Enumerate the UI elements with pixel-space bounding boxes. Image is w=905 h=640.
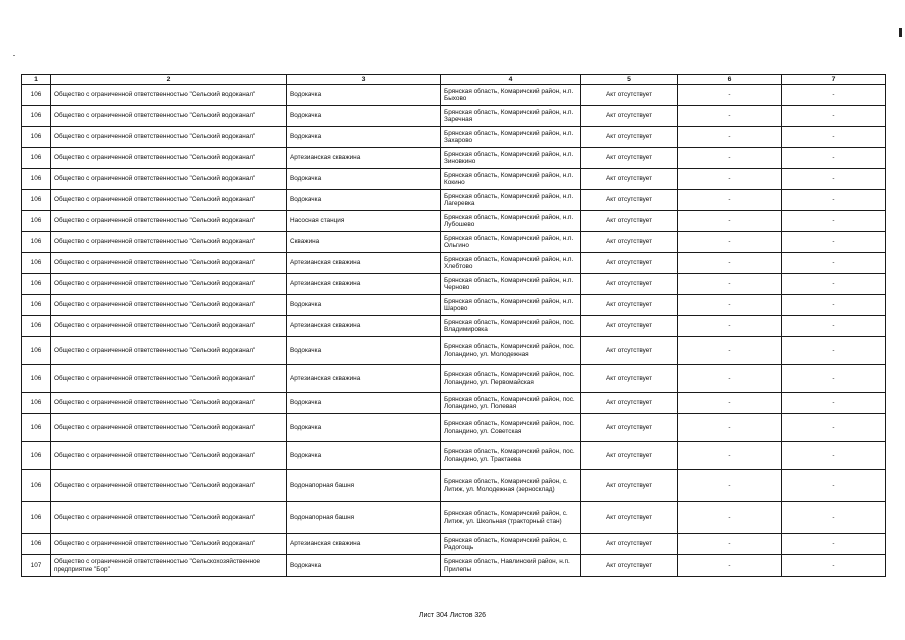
row-number: 106: [22, 502, 51, 534]
column-6-value: -: [678, 316, 782, 337]
act-status: Акт отсутствует: [581, 393, 678, 414]
column-header-4: 4: [441, 75, 581, 85]
object-type: Артезианская скважина: [287, 274, 441, 295]
column-6-value: -: [678, 393, 782, 414]
act-status: Акт отсутствует: [581, 316, 678, 337]
act-status: Акт отсутствует: [581, 442, 678, 470]
act-status: Акт отсутствует: [581, 232, 678, 253]
table-row: [22, 365, 886, 393]
organization-name: Общество с ограниченной ответственностью "Сельский водоканал": [51, 393, 287, 414]
registry-table: [21, 74, 886, 577]
organization-name: Общество с ограниченной ответственностью "Сельский водоканал": [51, 274, 287, 295]
table-row: [22, 393, 886, 414]
row-number: 106: [22, 232, 51, 253]
act-status: Акт отсутствует: [581, 470, 678, 502]
organization-name: Общество с ограниченной ответственностью "Сельскохозяйственное предприятие "Бор": [51, 555, 287, 577]
column-header-1: 1: [22, 75, 51, 85]
column-6-value: -: [678, 502, 782, 534]
column-header-3: 3: [287, 75, 441, 85]
row-number: 106: [22, 316, 51, 337]
act-status: Акт отсутствует: [581, 253, 678, 274]
object-type: Водокачка: [287, 85, 441, 106]
organization-name: Общество с ограниченной ответственностью "Сельский водоканал": [51, 106, 287, 127]
row-number: 107: [22, 555, 51, 577]
table-row: [22, 555, 886, 577]
table-row: [22, 127, 886, 148]
object-type: Артезианская скважина: [287, 365, 441, 393]
table-row: [22, 337, 886, 365]
table-row: [22, 414, 886, 442]
column-7-value: -: [782, 442, 886, 470]
column-7-value: -: [782, 274, 886, 295]
column-6-value: -: [678, 414, 782, 442]
organization-name: Общество с ограниченной ответственностью "Сельский водоканал": [51, 295, 287, 316]
act-status: Акт отсутствует: [581, 211, 678, 232]
column-6-value: -: [678, 365, 782, 393]
column-6-value: -: [678, 148, 782, 169]
column-6-value: -: [678, 85, 782, 106]
object-address: Брянская область, Комаричский район, н.п. Кокино: [441, 169, 581, 190]
object-type: Водокачка: [287, 393, 441, 414]
column-7-value: -: [782, 211, 886, 232]
object-type: Водонапорная башня: [287, 502, 441, 534]
act-status: Акт отсутствует: [581, 127, 678, 148]
column-header-7: 7: [782, 75, 886, 85]
row-number: 106: [22, 274, 51, 295]
column-7-value: -: [782, 85, 886, 106]
object-type: Водокачка: [287, 169, 441, 190]
column-6-value: -: [678, 169, 782, 190]
column-header-2: 2: [51, 75, 287, 85]
column-6-value: -: [678, 274, 782, 295]
act-status: Акт отсутствует: [581, 555, 678, 577]
column-7-value: -: [782, 106, 886, 127]
object-address: Брянская область, Комаричский район, пос. Владимировка: [441, 316, 581, 337]
object-address: Брянская область, Комаричский район, н.п. Быхово: [441, 85, 581, 106]
table-row: [22, 274, 886, 295]
column-6-value: -: [678, 442, 782, 470]
row-number: 106: [22, 337, 51, 365]
row-number: 106: [22, 190, 51, 211]
table-row: [22, 470, 886, 502]
column-7-value: -: [782, 253, 886, 274]
object-address: Брянская область, Комаричский район, пос. Лопандино, ул. Полевая: [441, 393, 581, 414]
column-7-value: -: [782, 555, 886, 577]
object-type: Водокачка: [287, 555, 441, 577]
table-row: [22, 316, 886, 337]
column-6-value: -: [678, 253, 782, 274]
column-7-value: -: [782, 232, 886, 253]
object-address: Брянская область, Комаричский район, пос. Лопандино, ул. Советская: [441, 414, 581, 442]
table-row: [22, 106, 886, 127]
object-type: Водокачка: [287, 414, 441, 442]
column-7-value: -: [782, 337, 886, 365]
object-address: Брянская область, Комаричский район, н.п. Лубошево: [441, 211, 581, 232]
scan-speck: [13, 55, 15, 56]
act-status: Акт отсутствует: [581, 190, 678, 211]
row-number: 106: [22, 470, 51, 502]
object-type: Артезианская скважина: [287, 316, 441, 337]
column-7-value: -: [782, 414, 886, 442]
row-number: 106: [22, 106, 51, 127]
organization-name: Общество с ограниченной ответственностью "Сельский водоканал": [51, 365, 287, 393]
column-7-value: -: [782, 127, 886, 148]
table-row: [22, 211, 886, 232]
act-status: Акт отсутствует: [581, 502, 678, 534]
row-number: 106: [22, 534, 51, 555]
act-status: Акт отсутствует: [581, 148, 678, 169]
column-7-value: -: [782, 190, 886, 211]
column-6-value: -: [678, 106, 782, 127]
act-status: Акт отсутствует: [581, 534, 678, 555]
row-number: 106: [22, 253, 51, 274]
organization-name: Общество с ограниченной ответственностью "Сельский водоканал": [51, 211, 287, 232]
column-7-value: -: [782, 502, 886, 534]
column-7-value: -: [782, 316, 886, 337]
column-7-value: -: [782, 534, 886, 555]
organization-name: Общество с ограниченной ответственностью "Сельский водоканал": [51, 148, 287, 169]
row-number: 106: [22, 393, 51, 414]
object-address: Брянская область, Комаричский район, н.п. Ольгино: [441, 232, 581, 253]
object-type: Артезианская скважина: [287, 148, 441, 169]
column-7-value: -: [782, 365, 886, 393]
organization-name: Общество с ограниченной ответственностью "Сельский водоканал": [51, 85, 287, 106]
row-number: 106: [22, 414, 51, 442]
object-address: Брянская область, Комаричский район, н.п. Захарово: [441, 127, 581, 148]
object-address: Брянская область, Комаричский район, н.п. Зиновкино: [441, 148, 581, 169]
object-address: Брянская область, Комаричский район, н.п. Черново: [441, 274, 581, 295]
organization-name: Общество с ограниченной ответственностью "Сельский водоканал": [51, 169, 287, 190]
organization-name: Общество с ограниченной ответственностью "Сельский водоканал": [51, 502, 287, 534]
object-type: Водокачка: [287, 337, 441, 365]
column-6-value: -: [678, 555, 782, 577]
column-6-value: -: [678, 295, 782, 316]
organization-name: Общество с ограниченной ответственностью "Сельский водоканал": [51, 316, 287, 337]
table-row: [22, 148, 886, 169]
act-status: Акт отсутствует: [581, 106, 678, 127]
row-number: 106: [22, 148, 51, 169]
page-footer: Лист 304 Листов 326: [418, 612, 487, 619]
object-address: Брянская область, Комаричский район, с. Литиж, ул. Школьная (тракторный стан): [441, 502, 581, 534]
table-row: [22, 295, 886, 316]
scan-edge-mark: [899, 28, 902, 37]
object-address: Брянская область, Навлинский район, н.п. Прилепы: [441, 555, 581, 577]
act-status: Акт отсутствует: [581, 414, 678, 442]
table-row: [22, 253, 886, 274]
column-6-value: -: [678, 470, 782, 502]
table-row: [22, 85, 886, 106]
object-address: Брянская область, Комаричский район, н.п. Лагеревка: [441, 190, 581, 211]
table-row: [22, 502, 886, 534]
column-7-value: -: [782, 393, 886, 414]
object-address: Брянская область, Комаричский район, н.п. Заречная: [441, 106, 581, 127]
column-7-value: -: [782, 295, 886, 316]
row-number: 106: [22, 85, 51, 106]
column-6-value: -: [678, 190, 782, 211]
object-type: Водокачка: [287, 106, 441, 127]
column-6-value: -: [678, 534, 782, 555]
column-7-value: -: [782, 169, 886, 190]
column-header-5: 5: [581, 75, 678, 85]
act-status: Акт отсутствует: [581, 85, 678, 106]
object-type: Скважина: [287, 232, 441, 253]
act-status: Акт отсутствует: [581, 274, 678, 295]
organization-name: Общество с ограниченной ответственностью "Сельский водоканал": [51, 337, 287, 365]
organization-name: Общество с ограниченной ответственностью "Сельский водоканал": [51, 470, 287, 502]
row-number: 106: [22, 442, 51, 470]
object-address: Брянская область, Комаричский район, с. Литиж, ул. Молодежная (зерносклад): [441, 470, 581, 502]
object-address: Брянская область, Комаричский район, с. Радогощь: [441, 534, 581, 555]
object-address: Брянская область, Комаричский район, н.п. Шарово: [441, 295, 581, 316]
row-number: 106: [22, 211, 51, 232]
row-number: 106: [22, 365, 51, 393]
row-number: 106: [22, 127, 51, 148]
column-7-value: -: [782, 470, 886, 502]
column-7-value: -: [782, 148, 886, 169]
column-6-value: -: [678, 337, 782, 365]
organization-name: Общество с ограниченной ответственностью "Сельский водоканал": [51, 534, 287, 555]
act-status: Акт отсутствует: [581, 169, 678, 190]
organization-name: Общество с ограниченной ответственностью "Сельский водоканал": [51, 232, 287, 253]
table-row: [22, 534, 886, 555]
object-type: Артезианская скважина: [287, 534, 441, 555]
table-row: [22, 190, 886, 211]
object-type: Артезианская скважина: [287, 253, 441, 274]
object-address: Брянская область, Комаричский район, пос. Лопандино, ул. Молодежная: [441, 337, 581, 365]
organization-name: Общество с ограниченной ответственностью "Сельский водоканал": [51, 253, 287, 274]
object-address: Брянская область, Комаричский район, пос. Лопандино, ул. Первомайская: [441, 365, 581, 393]
object-address: Брянская область, Комаричский район, пос. Лопандино, ул. Трактаева: [441, 442, 581, 470]
object-type: Водокачка: [287, 127, 441, 148]
column-6-value: -: [678, 211, 782, 232]
organization-name: Общество с ограниченной ответственностью "Сельский водоканал": [51, 442, 287, 470]
row-number: 106: [22, 295, 51, 316]
object-address: Брянская область, Комаричский район, н.п. Хлебтово: [441, 253, 581, 274]
table-row: [22, 232, 886, 253]
column-6-value: -: [678, 232, 782, 253]
object-type: Насосная станция: [287, 211, 441, 232]
object-type: Водонапорная башня: [287, 470, 441, 502]
act-status: Акт отсутствует: [581, 337, 678, 365]
table-row: [22, 442, 886, 470]
act-status: Акт отсутствует: [581, 295, 678, 316]
organization-name: Общество с ограниченной ответственностью "Сельский водоканал": [51, 127, 287, 148]
object-type: Водокачка: [287, 295, 441, 316]
act-status: Акт отсутствует: [581, 365, 678, 393]
column-header-6: 6: [678, 75, 782, 85]
organization-name: Общество с ограниченной ответственностью "Сельский водоканал": [51, 190, 287, 211]
object-type: Водокачка: [287, 190, 441, 211]
table-row: [22, 169, 886, 190]
object-type: Водокачка: [287, 442, 441, 470]
row-number: 106: [22, 169, 51, 190]
organization-name: Общество с ограниченной ответственностью "Сельский водоканал": [51, 414, 287, 442]
header-row: [22, 75, 886, 85]
column-6-value: -: [678, 127, 782, 148]
